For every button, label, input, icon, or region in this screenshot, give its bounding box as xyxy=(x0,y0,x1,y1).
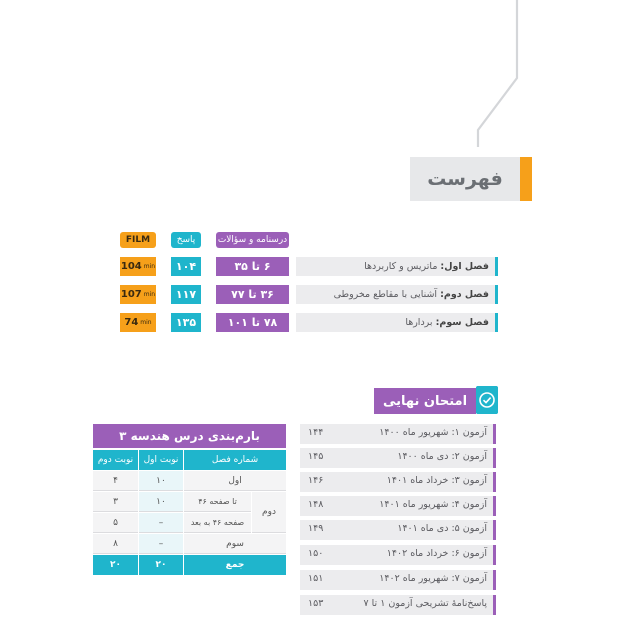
chapter-3-film-minutes: 74 xyxy=(124,317,139,328)
chapter-3-desc: بردارها xyxy=(405,317,433,328)
exam-item-page: ۱۴۴ xyxy=(308,427,324,438)
chapter-2-title[interactable] xyxy=(296,285,498,304)
header-film: FILM xyxy=(120,232,156,248)
chapter-3-film[interactable] xyxy=(120,313,156,332)
exam-item-label: آزمون ۳: خرداد ماه ۱۴۰۱ xyxy=(386,475,487,486)
exam-item-1[interactable] xyxy=(300,424,496,444)
row-third-second: ۸ xyxy=(93,534,138,554)
exam-item-label: آزمون ۴: شهریور ماه ۱۴۰۱ xyxy=(379,499,487,510)
chapter-2-film-unit: min xyxy=(143,291,156,298)
page-title: فهرست xyxy=(410,157,520,201)
exam-item-page: ۱۵۱ xyxy=(308,573,324,584)
chapter-1-pages[interactable]: ۶ تا ۳۵ xyxy=(216,257,289,276)
row-second-a-second: ۳ xyxy=(93,492,138,512)
exam-item-page: ۱۴۹ xyxy=(308,523,324,534)
exam-item-2[interactable] xyxy=(300,448,496,468)
col-first-header: نوبت اول xyxy=(139,450,183,470)
chapter-3-pages[interactable]: ۷۸ تا ۱۰۱ xyxy=(216,313,289,332)
exam-item-label: آزمون ۱: شهریور ماه ۱۴۰۰ xyxy=(379,427,487,438)
exam-item-8[interactable] xyxy=(300,595,496,615)
total-label: جمع xyxy=(184,555,286,575)
exam-item-7[interactable] xyxy=(300,570,496,590)
chapter-3-answer-page[interactable]: ۱۳۵ xyxy=(171,313,201,332)
row-second-chapter: دوم xyxy=(252,492,286,533)
chapter-2-film-minutes: 107 xyxy=(120,289,142,300)
exam-item-label: آزمون ۶: خرداد ماه ۱۴۰۲ xyxy=(386,548,487,559)
row-second-b-second: ۵ xyxy=(93,513,138,533)
chapter-1-label: فصل اول: xyxy=(440,261,489,272)
row-first-chapter: اول xyxy=(184,471,286,491)
exam-item-page: ۱۴۸ xyxy=(308,499,324,510)
header-questions: درسنامه‌ و سؤالات xyxy=(216,232,289,248)
chapter-1-title[interactable] xyxy=(296,257,498,276)
exam-item-page: ۱۵۰ xyxy=(308,548,324,559)
row-third-first: – xyxy=(139,534,183,554)
chapter-2-pages[interactable]: ۳۶ تا ۷۷ xyxy=(216,285,289,304)
exam-badge-icon xyxy=(476,386,498,414)
row-second-a-first: ۱۰ xyxy=(139,492,183,512)
chapter-1-film-minutes: 104 xyxy=(120,261,142,272)
row-third-chapter: سوم xyxy=(184,534,286,554)
exam-item-page: ۱۵۳ xyxy=(308,598,324,609)
total-second: ۲۰ xyxy=(93,555,138,575)
col-chapter-header: شماره فصل xyxy=(184,450,286,470)
exam-item-label: پاسخ‌نامهٔ تشریحی آزمون ۱ تا ۷ xyxy=(363,598,487,609)
exam-item-4[interactable] xyxy=(300,496,496,516)
chapter-1-film[interactable] xyxy=(120,257,156,276)
row-second-a-sub: تا صفحه ۴۶ xyxy=(184,492,251,512)
exam-item-3[interactable] xyxy=(300,472,496,492)
chapter-2-film[interactable] xyxy=(120,285,156,304)
score-table-title: بارم‌بندی درس هندسه ۳ xyxy=(93,424,286,448)
header-answers: پاسخ xyxy=(171,232,201,248)
chapter-1-answer-page[interactable]: ۱۰۴ xyxy=(171,257,201,276)
chapter-1-film-unit: min xyxy=(143,263,156,270)
chapter-3-title[interactable] xyxy=(296,313,498,332)
chapter-1-desc: ماتریس و کاربردها xyxy=(364,261,438,272)
row-second-b-sub: صفحه ۴۶ به بعد xyxy=(184,513,251,533)
row-second-b-first: – xyxy=(139,513,183,533)
row-first-first: ۱۰ xyxy=(139,471,183,491)
exam-item-label: آزمون ۲: دی ماه ۱۴۰۰ xyxy=(397,451,487,462)
exam-item-label: آزمون ۵: دی ماه ۱۴۰۱ xyxy=(397,523,487,534)
total-first: ۲۰ xyxy=(139,555,183,575)
chapter-3-film-unit: min xyxy=(140,319,152,326)
exam-item-5[interactable] xyxy=(300,520,496,540)
chapter-2-label: فصل دوم: xyxy=(440,289,489,300)
decorative-line xyxy=(0,0,620,170)
chapter-3-label: فصل سوم: xyxy=(435,317,489,328)
title-accent-bar xyxy=(520,157,532,201)
exam-item-label: آزمون ۷: شهریور ماه ۱۴۰۲ xyxy=(379,573,487,584)
row-first-second: ۴ xyxy=(93,471,138,491)
exam-item-6[interactable] xyxy=(300,545,496,565)
exam-item-page: ۱۴۵ xyxy=(308,451,324,462)
chapter-2-desc: آشنایی با مقاطع مخروطی xyxy=(333,289,438,300)
col-second-header: نوبت دوم xyxy=(93,450,138,470)
chapter-2-answer-page[interactable]: ۱۱۷ xyxy=(171,285,201,304)
final-exam-title: امتحان نهایی xyxy=(374,388,476,414)
exam-item-page: ۱۴۶ xyxy=(308,475,324,486)
